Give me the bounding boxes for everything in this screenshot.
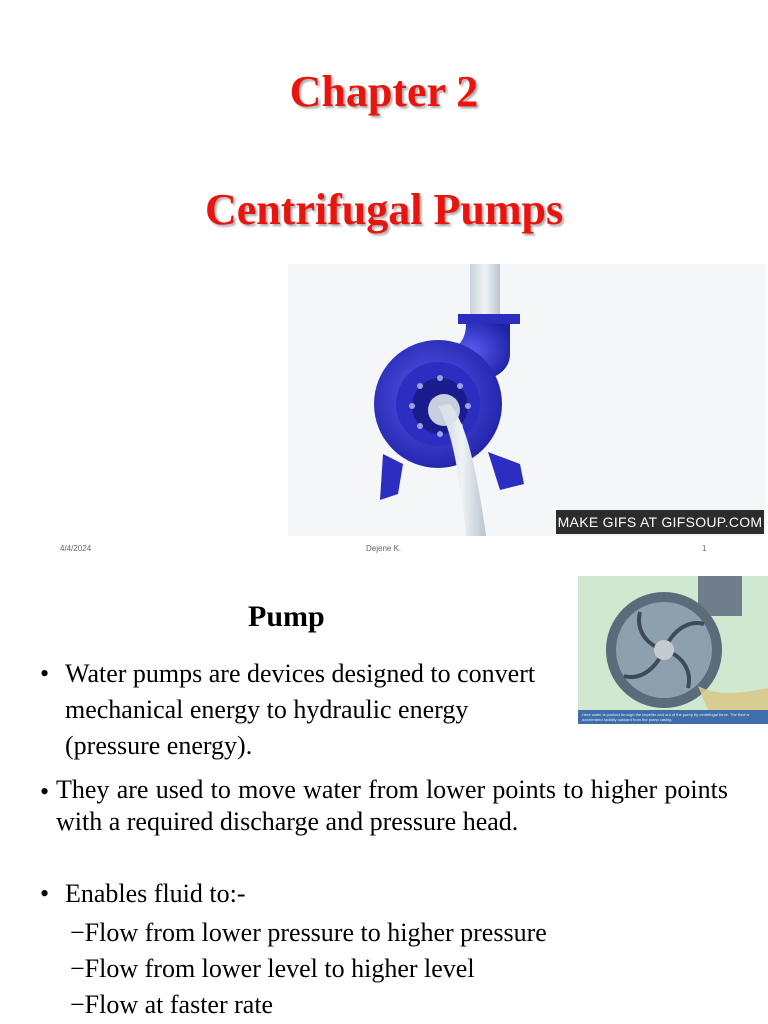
bullet-text: Enables fluid to:- [65, 879, 246, 908]
sub-bullet-text: Flow at faster rate [84, 990, 274, 1019]
centrifugal-pump-image [288, 264, 766, 536]
footer-page-number: 1 [702, 544, 707, 553]
footer-date: 4/4/2024 [60, 544, 92, 553]
sub-bullet-marker: − [70, 954, 85, 983]
sub-bullet-text: Flow from lower level to higher level [84, 954, 475, 983]
pump-slide [0, 560, 768, 1024]
bullet-text: Water pumps are devices designed to convert mechanical energy to hydraulic energy (pressure energy). [65, 659, 536, 760]
bullet-marker: • [40, 659, 50, 688]
sub-bullet-marker: − [70, 990, 85, 1019]
footer-author: Dejene K. [366, 544, 402, 553]
pump-illustration-icon [288, 264, 766, 536]
impeller-caption: Here water is pushed through the impeller and out of the pump by centrifugal force. The fluid is accelerated radially outward from the pump casing. [578, 710, 768, 724]
bullet-marker: • [40, 777, 50, 806]
impeller-image [578, 576, 768, 724]
sub-bullet-item [70, 987, 273, 1023]
chapter-title: Chapter 2 [289, 67, 479, 116]
sub-bullet-text: Flow from lower pressure to higher pressure [84, 918, 547, 947]
sub-bullet-marker: − [70, 918, 85, 947]
sub-bullet-item [70, 951, 475, 987]
bullet-text: They are used to move water from lower points to higher points with a required discharge and pressure head. [56, 775, 728, 836]
impeller-illustration-icon [578, 576, 768, 724]
gifsoup-banner: MAKE GIFS AT GIFSOUP.COM [556, 510, 764, 534]
sub-bullet-item [70, 915, 547, 951]
bullet-marker: • [40, 879, 50, 908]
slide-heading: Pump [248, 600, 325, 633]
chapter-subtitle: Centrifugal Pumps [204, 185, 564, 234]
